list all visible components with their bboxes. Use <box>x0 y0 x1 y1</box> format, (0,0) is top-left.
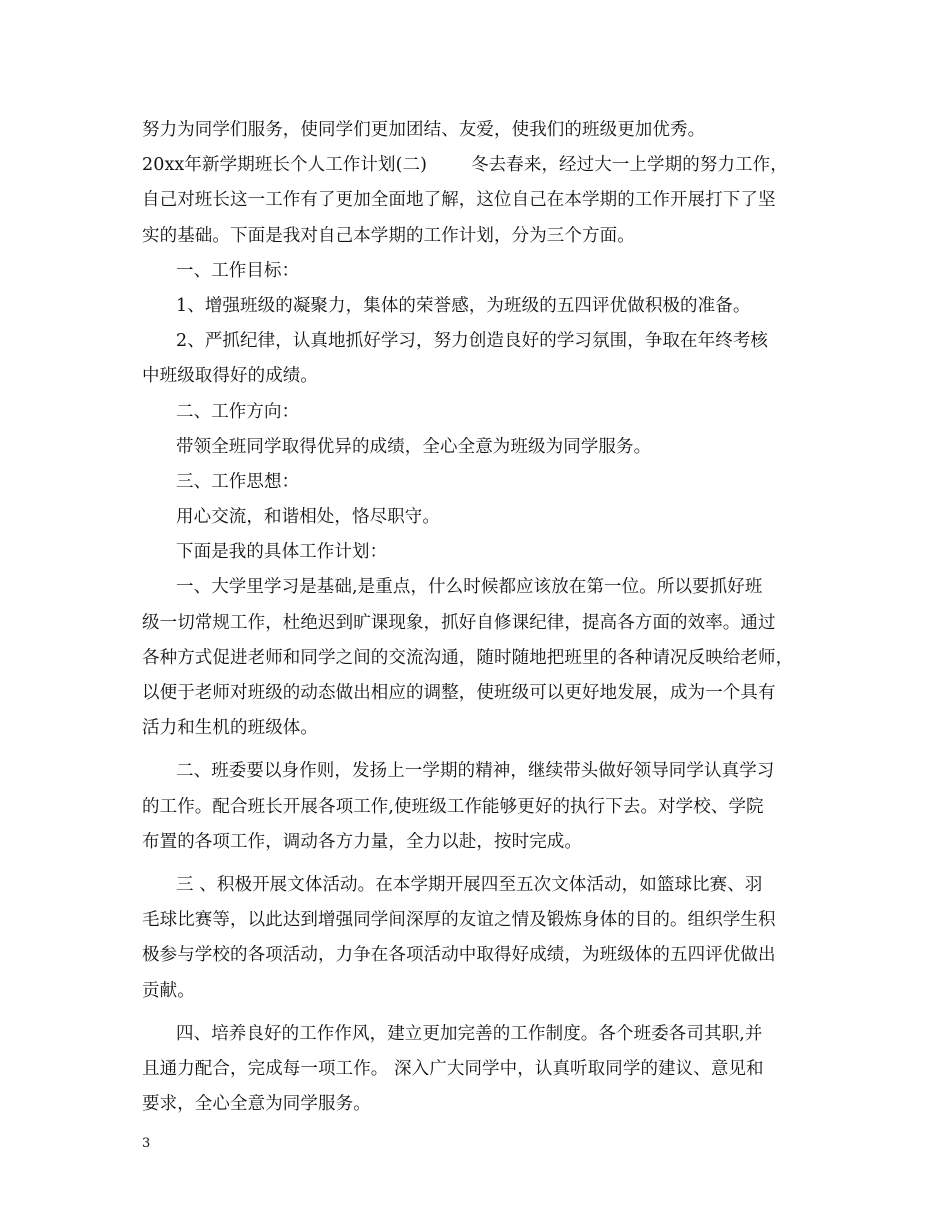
text-line: 用心交流，和谐相处，恪尽职守。 <box>176 507 440 528</box>
text-line: 极参与学校的各项活动，力争在各项活动中取得好成绩，为班级体的五四评优做出 <box>142 945 776 966</box>
text-line: 实的基础。下面是我对自己本学期的工作计划，分为三个方面。 <box>142 225 635 246</box>
text-line: 级一切常规工作，杜绝迟到旷课现象，抓好自修课纪律，提高各方面的效率。通过 <box>142 612 776 633</box>
text-line: 且通力配合，完成每一项工作。 深入广大同学中，认真听取同学的建议、意见和 <box>142 1058 764 1079</box>
text-line: 努力为同学们服务，使同学们更加团结、友爱，使我们的班级更加优秀。 <box>142 120 706 140</box>
text-line: 的工作。配合班长开展各项工作,使班级工作能够更好的执行下去。对学校、学院 <box>142 796 764 817</box>
text-line: 四、培养良好的工作作风，建立更加完善的工作制度。各个班委各司其职,并 <box>176 1023 763 1044</box>
text-line: 带领全班同学取得优异的成绩，全心全意为班级为同学服务。 <box>176 436 652 457</box>
document-body <box>142 113 842 1122</box>
section-title: 20xx年新学期班长个人工作计划(二) <box>142 155 428 176</box>
text-line: 2、严抓纪律，认真地抓好学习，努力创造良好的学习氛围，争取在年终考核 <box>176 331 769 352</box>
heading-thinking: 三、工作思想： <box>176 471 300 492</box>
text-line: 活力和生机的班级体。 <box>142 718 318 739</box>
text-line: 一、大学里学习是基础,是重点，什么时候都应该放在第一位。所以要抓好班 <box>176 577 763 598</box>
heading-direction: 二、工作方向： <box>176 401 300 422</box>
heading-goals: 一、工作目标： <box>176 260 300 281</box>
text-line: 1、增强班级的凝聚力，集体的荣誉感，为班级的五四评优做积极的准备。 <box>176 295 751 316</box>
text-line: 毛球比赛等，以此达到增强同学间深厚的友谊之情及锻炼身体的目的。组织学生积 <box>142 910 776 931</box>
page-number: 3 <box>142 1136 151 1151</box>
text-line: 贡献。 <box>142 980 195 1001</box>
text-line: 以便于老师对班级的动态做出相应的调整，使班级可以更好地发展，成为一个具有 <box>142 683 776 703</box>
text-fragment: 冬去春来，经过大一上学期的努力工作， <box>471 155 788 176</box>
text-line: 布置的各项工作，调动各方力量，全力以赴，按时完成。 <box>142 831 582 852</box>
text-line: 要求，全心全意为同学服务。 <box>142 1094 371 1115</box>
text-line <box>142 148 842 183</box>
text-line: 下面是我的具体工作计划： <box>176 542 388 563</box>
text-line: 各种方式促进老师和同学之间的交流沟通，随时随地把班里的各种请况反映给老师， <box>142 647 794 668</box>
text-line: 自己对班长这一工作有了更加全面地了解，这位自己在本学期的工作开展打下了坚 <box>142 190 776 211</box>
text-line: 二、班委要以身作则，发扬上一学期的精神，继续带头做好领导同学认真学习 <box>176 761 775 782</box>
text-line: 三 、积极开展文体活动。在本学期开展四至五次文体活动，如篮球比赛、羽 <box>176 874 763 895</box>
text-line: 中班级取得好的成绩。 <box>142 366 318 387</box>
